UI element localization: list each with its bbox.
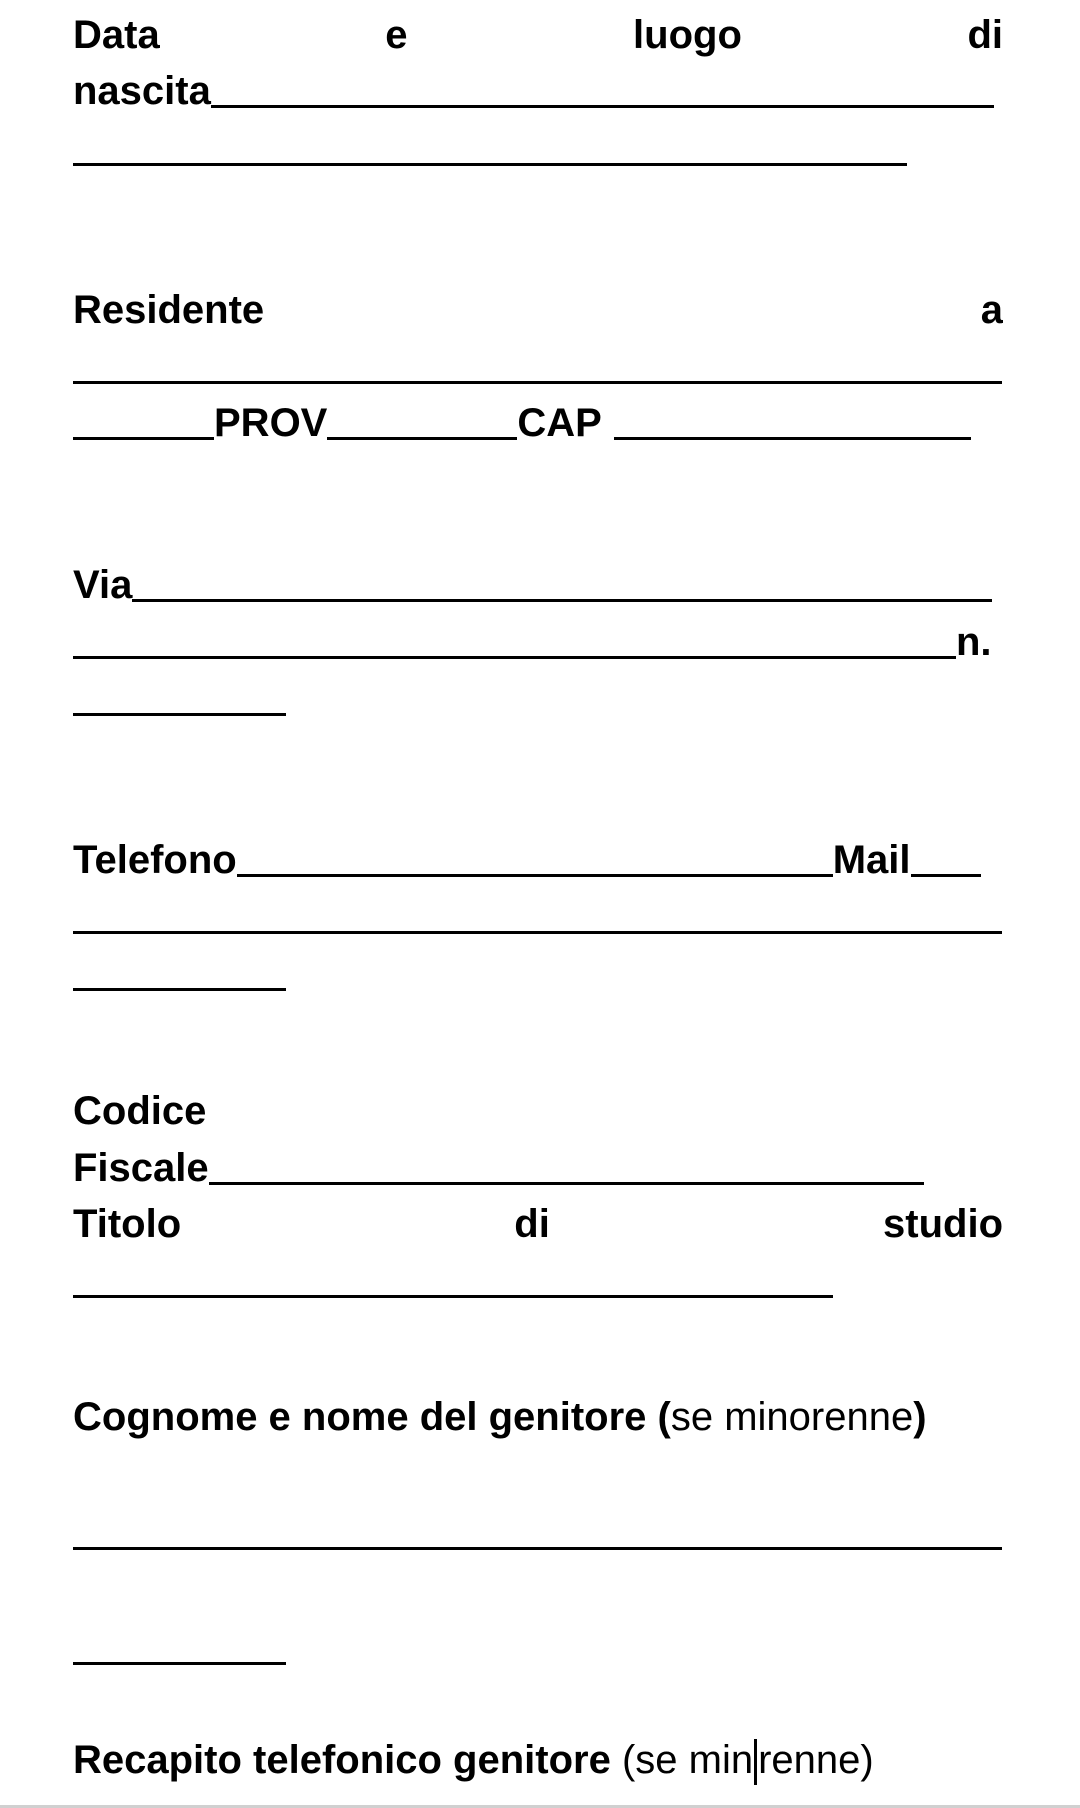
birth-blank-1[interactable] xyxy=(211,105,994,108)
street-number-line xyxy=(73,615,1003,669)
via-blank[interactable] xyxy=(132,599,992,602)
parent-label-bold: Cognome e nome del genitore ( xyxy=(73,1395,671,1439)
prefix-blank[interactable] xyxy=(73,437,214,440)
parent-label-normal: se minorenne xyxy=(670,1395,914,1439)
tax-label-line xyxy=(73,1084,1003,1138)
mail-label: Mail xyxy=(832,838,911,882)
parent-name-blank-2[interactable] xyxy=(73,1662,286,1665)
parent-label-line xyxy=(73,1390,1003,1444)
parent-field-line xyxy=(73,1506,1003,1560)
study-field-line xyxy=(73,1254,1003,1308)
number-field-line xyxy=(73,672,1003,726)
number-label: n. xyxy=(956,620,992,664)
birth-label-line xyxy=(73,8,1003,62)
residence-city-blank[interactable] xyxy=(73,381,1002,384)
parent-phone-label-bold: Recapito telefonico genitore xyxy=(73,1738,611,1782)
mail-blank-1[interactable] xyxy=(911,874,981,877)
residence-word-a: a xyxy=(980,288,1003,332)
residence-city-line xyxy=(73,340,1003,394)
parent-name-blank[interactable] xyxy=(73,1547,1002,1550)
study-word-studio: studio xyxy=(883,1202,1003,1246)
cap-label: CAP xyxy=(517,401,602,445)
cap-blank[interactable] xyxy=(614,437,971,440)
number-blank[interactable] xyxy=(73,713,286,716)
birth-continuation-line xyxy=(73,122,1003,176)
parent-phone-label-line xyxy=(73,1733,1003,1787)
text-caret xyxy=(754,1739,757,1785)
prov-label: PROV xyxy=(214,401,328,445)
birth-word-e: e xyxy=(385,13,408,57)
tax-code-blank[interactable] xyxy=(209,1182,924,1185)
study-word-titolo: Titolo xyxy=(73,1202,182,1246)
tax-field-line xyxy=(73,1141,1003,1195)
parent-phone-label-normal-a: (se min xyxy=(610,1738,754,1782)
tax-word-codice: Codice xyxy=(73,1089,207,1133)
mail-blank-2[interactable] xyxy=(73,931,1002,934)
residence-word-residente: Residente xyxy=(73,288,265,332)
tax-word-fiscale: Fiscale xyxy=(73,1146,209,1190)
mail-blank-3[interactable] xyxy=(73,988,286,991)
street-line xyxy=(73,558,1003,612)
birth-word-data: Data xyxy=(73,13,160,57)
birth-word-luogo: luogo xyxy=(633,13,742,57)
phone-label: Telefono xyxy=(73,838,237,882)
study-label-line xyxy=(73,1197,1003,1251)
residence-prov-cap-line xyxy=(73,396,1003,450)
parent-label-close: ) xyxy=(913,1395,927,1439)
study-word-di: di xyxy=(514,1202,550,1246)
mail-end-line xyxy=(73,947,1003,1001)
mail-continuation-line xyxy=(73,890,1003,944)
prov-blank[interactable] xyxy=(327,437,517,440)
parent-field-end-line xyxy=(73,1621,1003,1675)
study-blank[interactable] xyxy=(73,1295,833,1298)
residence-label-line xyxy=(73,283,1003,337)
phone-blank[interactable] xyxy=(237,874,833,877)
birth-word-nascita: nascita xyxy=(73,69,211,113)
street-blank[interactable] xyxy=(73,656,956,659)
parent-phone-label-normal-b: renne) xyxy=(758,1738,874,1782)
birth-field-line xyxy=(73,64,1003,118)
birth-blank-2[interactable] xyxy=(73,163,907,166)
via-label: Via xyxy=(73,563,133,607)
birth-word-di: di xyxy=(967,13,1003,57)
contact-line xyxy=(73,833,1003,887)
